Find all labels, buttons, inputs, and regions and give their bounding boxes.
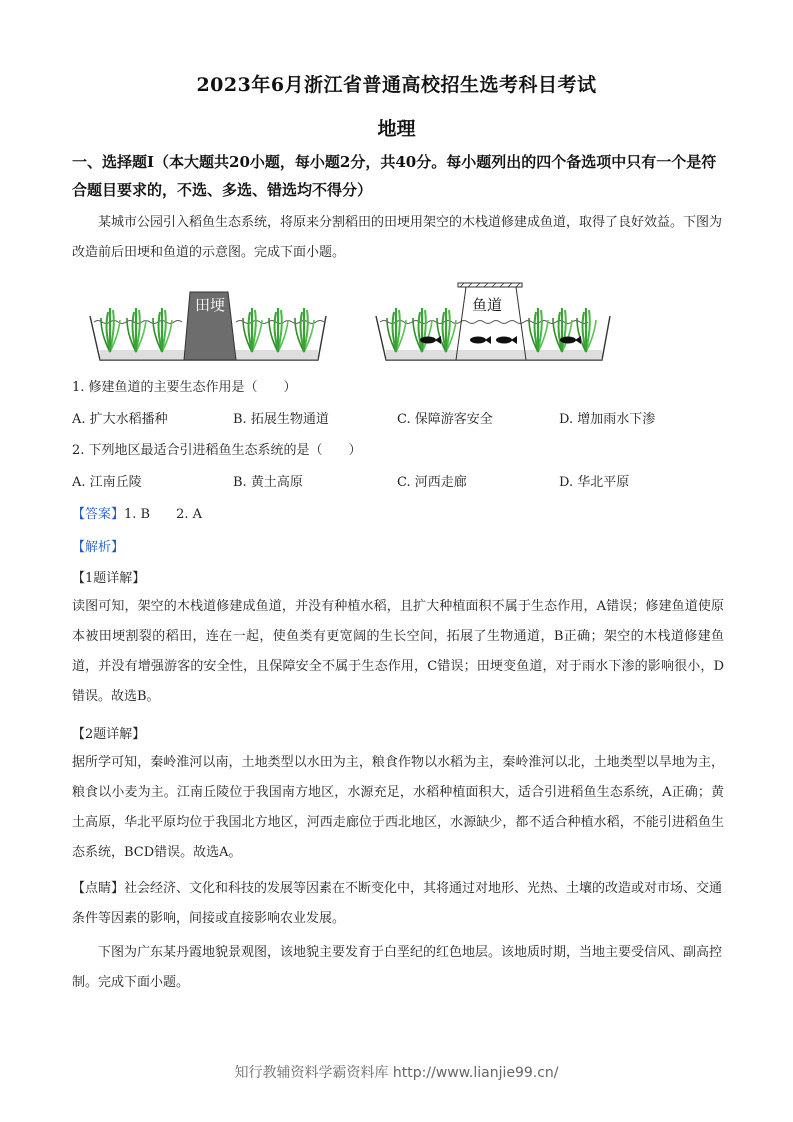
answer-tag: 【答案】 bbox=[72, 507, 125, 522]
option-d: D. 增加雨水下渗 bbox=[559, 412, 656, 427]
page-subtitle: 地理 bbox=[377, 118, 416, 140]
section-heading: 一、选择题Ⅰ（本大题共20小题，每小题2分，共40分。每小题列出的四个备选项中只有一个是符合题目要求的，不选、多选、错选均不得分） bbox=[72, 153, 717, 199]
option-a: A. 江南丘陵 bbox=[72, 475, 142, 490]
footer-watermark: 知行教辅资料学霸资料库 http://www.lianjie99.cn/ bbox=[234, 1065, 559, 1081]
detail-2-text: 据所学可知，秦岭淮河以南，土地类型以水田为主，粮食作物以水稻为主，秦岭淮河以北，土地类型以旱地为主，粮食以小麦为主。江南丘陵位于我国南方地区，水源充足，水稻种植面积大，适合引进稻鱼生态系统，A正确；黄土高原，华北平原均位于我国北方地区，河西走廊位于西北地区，水源缺少，都不适合种植水稻，不能引进稻鱼生态系统，BCD错误。故选A。 bbox=[72, 755, 724, 860]
fish-icon bbox=[496, 336, 517, 344]
channel-label: 鱼道 bbox=[472, 296, 503, 314]
boardwalk bbox=[458, 283, 522, 287]
detail-1-heading: 【1题详解】 bbox=[72, 571, 146, 586]
option-b: B. 黄土高原 bbox=[233, 475, 303, 490]
answer-value: 1. B 2. A bbox=[124, 507, 203, 522]
before-panel bbox=[90, 292, 326, 360]
paddy-diagram bbox=[86, 280, 616, 372]
analysis-tag: 【解析】 bbox=[72, 540, 125, 555]
key-point: 【点睛】社会经济、文化和科技的发展等因素在不断变化中，其将通过对地形、光热、土壤的改造或对市场、交通条件等因素的影响，间接或直接影响农业发展。 bbox=[72, 881, 723, 926]
page-title: 2023年6月浙江省普通高校招生选考科目考试 bbox=[196, 74, 597, 96]
option-b: B. 拓展生物通道 bbox=[233, 412, 329, 427]
after-panel bbox=[376, 283, 610, 360]
intro-paragraph-1: 某城市公园引入稻鱼生态系统，将原来分割稻田的田埂用架空的木栈道修建成鱼道，取得了良好效益。下图为改造前后田埂和鱼道的示意图。完成下面小题。 bbox=[72, 215, 723, 260]
intro-paragraph-2: 下图为广东某丹霞地貌景观图，该地貌主要发育于白垩纪的红色地层。该地质时期，当地主要受信风、副高控制。完成下面小题。 bbox=[72, 945, 723, 990]
option-c: C. 河西走廊 bbox=[397, 475, 467, 490]
detail-1-text: 读图可知，架空的木栈道修建成鱼道，并没有种植水稻，且扩大种植面积不属于生态作用，A错误；修建鱼道使原本被田埂割裂的稻田，连在一起，使鱼类有更宽阔的生长空间，拓展了生物通道，B正确；架空的木栈道修建鱼道，并没有增强游客的安全性，且保障安全不属于生态作用，C错误；田埂变鱼道，对于雨水下渗的影响很小，D错误。故选B。 bbox=[72, 599, 724, 704]
detail-2-heading: 【2题详解】 bbox=[72, 727, 146, 742]
fish-icon bbox=[470, 336, 491, 344]
question-2-stem: 2. 下列地区最适合引进稻鱼生态系统的是（ ） bbox=[72, 443, 362, 458]
question-1-stem: 1. 修建鱼道的主要生态作用是（ ） bbox=[72, 380, 297, 395]
ridge-label: 田埂 bbox=[195, 296, 226, 314]
option-a: A. 扩大水稻播种 bbox=[72, 412, 168, 427]
option-c: C. 保障游客安全 bbox=[397, 412, 493, 427]
answer-line bbox=[72, 505, 202, 525]
option-d: D. 华北平原 bbox=[559, 475, 630, 490]
